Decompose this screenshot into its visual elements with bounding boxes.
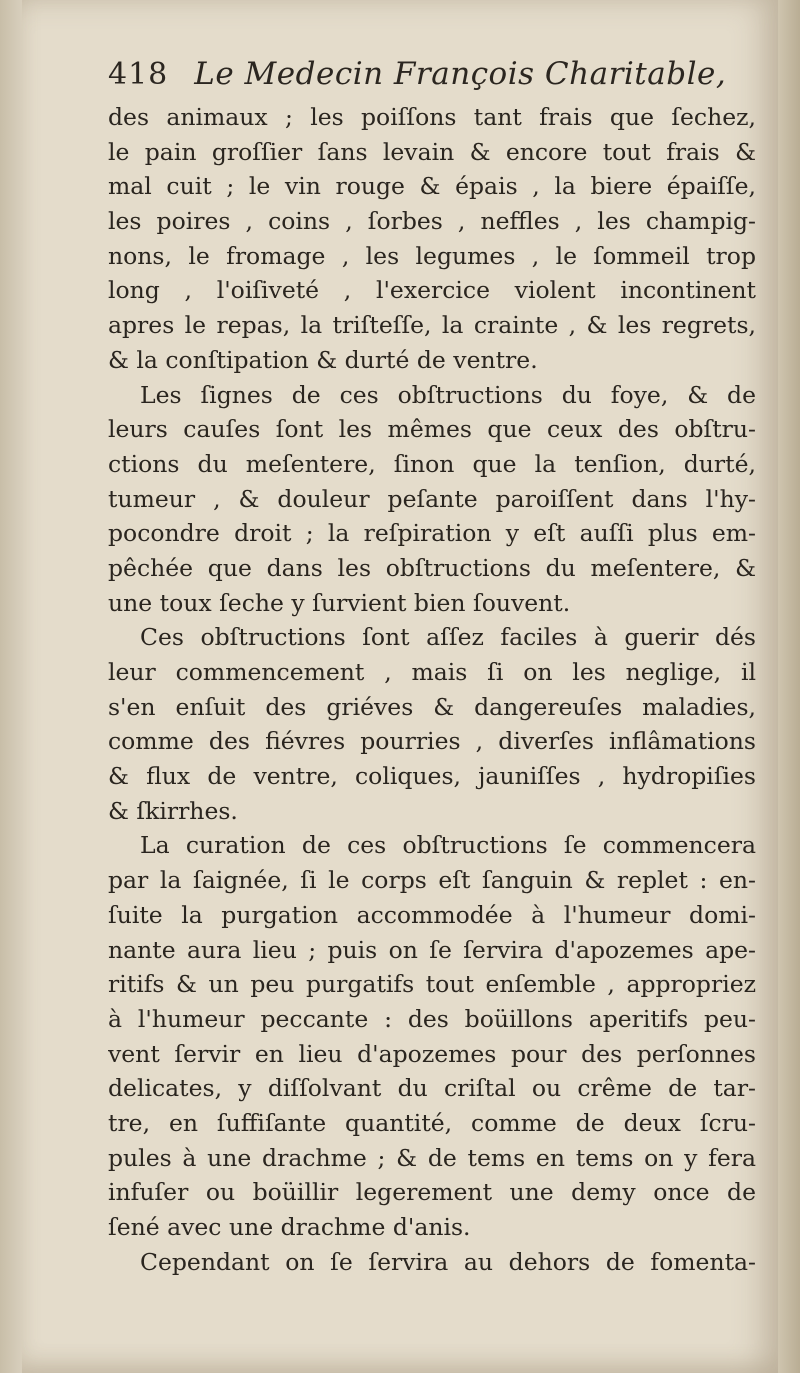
text-line: apres le repas, la triſteſſe, la crainte , & les regrets, <box>108 311 756 340</box>
text-line: infuſer ou boüillir legerement une demy once de <box>108 1178 756 1207</box>
text-line: une toux ſeche y ſurvient bien ſouvent. <box>108 588 571 617</box>
text-line: par la ſaignée, ſi le corps eſt ſanguin & replet : en- <box>108 866 756 895</box>
text-line: delicates, y diſſolvant du criſtal ou crême de tar- <box>108 1074 756 1103</box>
page-gutter-left <box>0 0 22 1373</box>
text-line: nons, le fromage , les legumes , le ſommeil trop <box>108 241 756 270</box>
text-line: & flux de ventre, coliques, jauniſſes , hydropiſies <box>108 762 756 791</box>
text-line: tre, en ſuffiſante quantité, comme de deux ſcru- <box>108 1108 756 1137</box>
text-line: Cependant on ſe ſervira au dehors de fomenta- <box>140 1247 756 1276</box>
text-line: mal cuit ; le vin rouge & épais , la biere épaiſſe, <box>108 172 756 201</box>
text-line: ſené avec une drachme d'anis. <box>108 1213 471 1241</box>
text-line: pocondre droit ; la reſpiration y eſt auſſi plus em- <box>108 519 756 548</box>
text-line: nante aura lieu ; puis on ſe ſervira d'apozemes ape- <box>108 935 756 964</box>
text-line: ſuite la purgation accommodée à l'humeur domi- <box>108 900 756 929</box>
text-line: le pain groſſier ſans levain & encore tout frais & <box>108 137 756 166</box>
text-line: ritifs & un peu purgatifs tout enſemble , appropriez <box>108 970 756 999</box>
page-header <box>108 56 726 104</box>
text-line: & la conſtipation & durté de ventre. <box>108 345 538 374</box>
text-line: Ces obſtructions ſont aſſez faciles à guerir dés <box>140 623 756 652</box>
text-line: tumeur , & douleur peſante paroiſſent dans l'hy- <box>108 484 756 513</box>
page-edge-right <box>778 0 800 1373</box>
text-line: leurs cauſes ſont les mêmes que ceux des obſtru- <box>108 415 756 444</box>
text-line: pêchée que dans les obſtructions du meſentere, & <box>108 553 756 582</box>
text-line: La curation de ces obſtructions ſe commencera <box>140 831 756 860</box>
text-line: comme des fiévres pourries , diverſes inflâmations <box>108 727 756 756</box>
text-line: à l'humeur peccante : des boüillons aperitifs peu- <box>108 1004 756 1033</box>
text-line: & ſkirrhes. <box>108 796 238 825</box>
text-line: ctions du meſentere, ſinon que la tenſion, durté, <box>108 449 756 478</box>
page-number: 418 <box>108 57 169 92</box>
text-line: des animaux ; les poiſſons tant frais que ſechez, <box>108 103 756 131</box>
text-line: leur commencement , mais ſi on les neglige, il <box>108 658 756 686</box>
text-line: s'en enſuit des griéves & dangereuſes maladies, <box>108 692 756 721</box>
text-line: les poires , coins , ſorbes , neffles , les champig- <box>108 207 756 236</box>
text-line: pules à une drachme ; & de tems en tems on y fera <box>108 1143 756 1172</box>
running-title: Le Medecin François Charitable, <box>194 56 727 92</box>
text-line: Les ſignes de ces obſtructions du foye, & de <box>140 380 756 409</box>
body-text <box>108 100 756 1279</box>
text-line: vent ſervir en lieu d'apozemes pour des perſonnes <box>108 1039 756 1068</box>
text-line: long , l'oiſiveté , l'exercice violent incontinent <box>108 276 756 305</box>
